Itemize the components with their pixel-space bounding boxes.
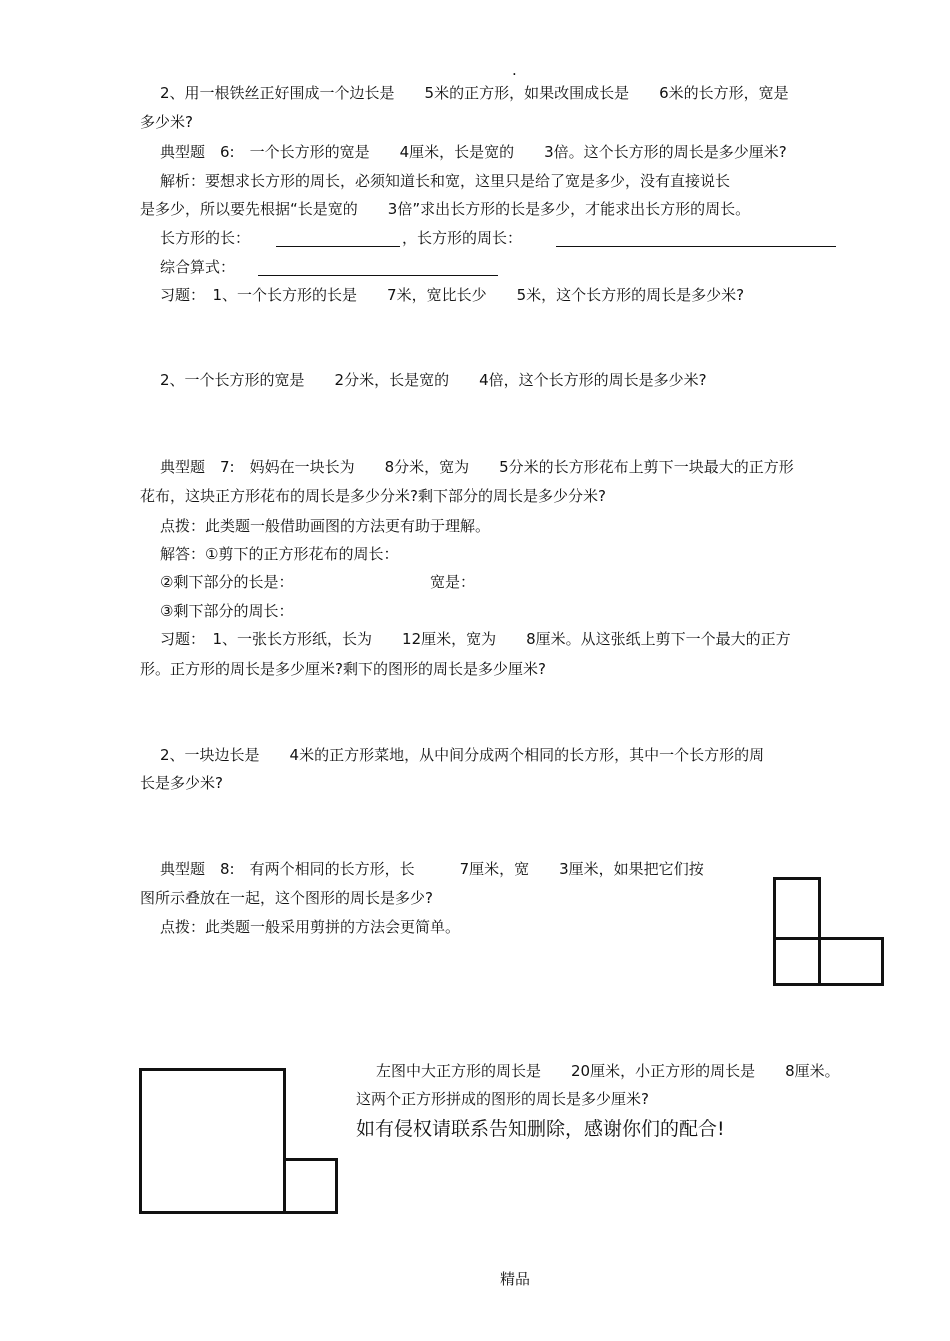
figure-top-rect bbox=[773, 877, 821, 940]
example-8-line-2: 图所示叠放在一起，这个图形的周长是多少? bbox=[140, 889, 433, 907]
problem-2-line-1: 2、用一根铁丝正好围成一个边长是 5米的正方形，如果改围成长是 6米的长方形，宽是 bbox=[160, 84, 789, 102]
rect-perimeter-blank bbox=[556, 246, 836, 247]
example-8-line-1: 典型题 8: 有两个相同的长方形，长 7厘米，宽 3厘米，如果把它们按 bbox=[160, 860, 704, 878]
squares-problem-line-2: 这两个正方形拼成的图形的周长是多少厘米? bbox=[356, 1090, 649, 1108]
combined-formula-blank bbox=[258, 275, 498, 276]
small-square bbox=[283, 1158, 338, 1214]
hint-8: 点拨：此类题一般采用剪拼的方法会更简单。 bbox=[160, 918, 461, 936]
footer-label: 精品 bbox=[500, 1270, 531, 1288]
rect-length-label: 长方形的长： bbox=[160, 229, 251, 247]
exercise-7-1-line-1: 习题： 1、一张长方形纸，长为 12厘米，宽为 8厘米。从这张纸上剪下一个最大的正方 bbox=[160, 630, 791, 648]
answer-7-step-1: 解答：①剪下的正方形花布的周长： bbox=[160, 545, 399, 563]
example-7-line-2: 花布，这块正方形花布的周长是多少分米?剩下部分的周长是多少分米? bbox=[140, 487, 606, 505]
figure-bottom-right-rect bbox=[818, 937, 884, 986]
header-dot: . bbox=[512, 61, 517, 79]
analysis-line-2: 是多少，所以要先根据“长是宽的 3倍”求出长方形的长是多少，才能求出长方形的周长。 bbox=[140, 200, 751, 218]
exercise-7-1-line-2: 形。正方形的周长是多少厘米?剩下的图形的周长是多少厘米? bbox=[140, 660, 546, 678]
answer-7-step-2-length: ②剩下部分的长是： bbox=[160, 573, 294, 591]
copyright-notice: 如有侵权请联系告知删除，感谢你们的配合! bbox=[356, 1118, 725, 1140]
example-7-line-1: 典型题 7: 妈妈在一块长为 8分米，宽为 5分米的长方形花布上剪下一块最大的正方形 bbox=[160, 458, 794, 476]
squares-problem-line-1: 左图中大正方形的周长是 20厘米，小正方形的周长是 8厘米。 bbox=[376, 1062, 840, 1080]
analysis-line-1: 解析：要想求长方形的周长，必须知道长和宽，这里只是给了宽是多少，没有直接说长 bbox=[160, 172, 731, 190]
combined-formula-label: 综合算式： bbox=[160, 258, 236, 276]
exercise-7-2-line-1: 2、一块边长是 4米的正方形菜地，从中间分成两个相同的长方形，其中一个长方形的周 bbox=[160, 746, 765, 764]
example-6-title: 典型题 6: 一个长方形的宽是 4厘米，长是宽的 3倍。这个长方形的周长是多少厘米? bbox=[160, 143, 787, 161]
rect-perimeter-label: ，长方形的周长： bbox=[402, 229, 523, 247]
large-square bbox=[139, 1068, 286, 1214]
problem-2-line-2: 多少米? bbox=[140, 113, 193, 131]
hint-7: 点拨：此类题一般借助画图的方法更有助于理解。 bbox=[160, 517, 491, 535]
exercise-6-2: 2、一个长方形的宽是 2分米，长是宽的 4倍，这个长方形的周长是多少米? bbox=[160, 371, 707, 389]
answer-7-step-3: ③剩下部分的周长： bbox=[160, 602, 294, 620]
exercise-7-2-line-2: 长是多少米? bbox=[140, 774, 223, 792]
answer-7-step-2-width: 宽是： bbox=[430, 573, 476, 591]
rect-length-blank bbox=[276, 246, 400, 247]
exercise-6-1: 习题： 1、一个长方形的长是 7米，宽比长少 5米，这个长方形的周长是多少米? bbox=[160, 286, 745, 304]
figure-bottom-left-rect bbox=[773, 937, 821, 986]
